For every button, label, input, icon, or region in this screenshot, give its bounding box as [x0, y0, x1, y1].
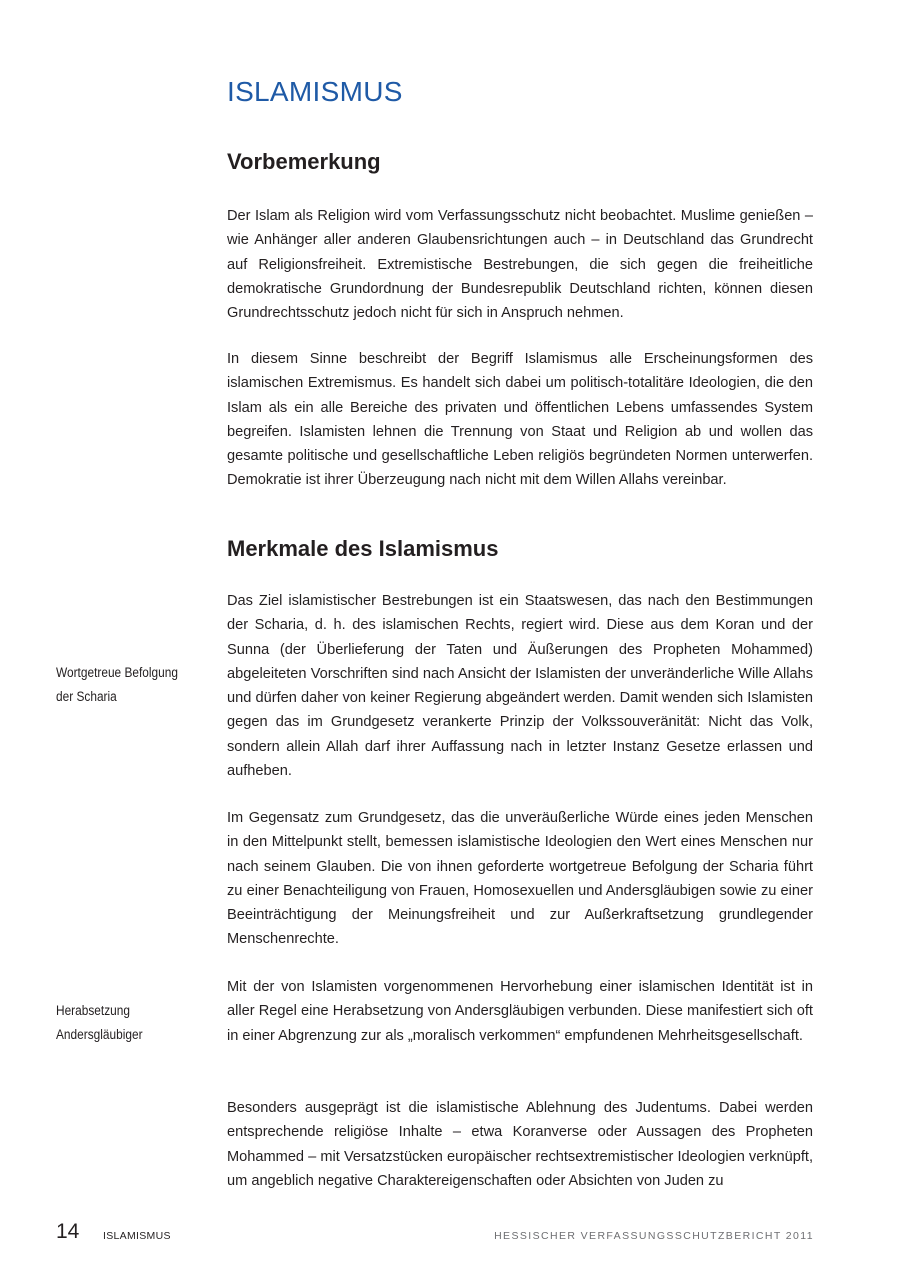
paragraph-3: Das Ziel islamistischer Bestrebungen ist ein Staatswesen, das nach den Bestimmungen der Scharia, d. h. des islamischen Rechts, regiert wird. Diese aus dem Koran und der Sunna (der Überlieferung der Taten und Äußerungen des Propheten Mohammed) abgeleiteten Vorschriften sind nach Ansicht der Islamisten der unveränderliche Wille Allahs und dürfen daher von keiner Regierung abgeändert werden. Damit wenden sich Islamisten gegen das im Grundgesetz verankerte Prinzip der Volkssouveränität: Nicht das Volk, sondern allein Allah darf ihrer Auffassung nach in letzter Instanz Gesetze erlassen und aufheben. — [227, 593, 813, 780]
margin-note-herabsetzung — [56, 999, 188, 1047]
paragraph-4: Im Gegensatz zum Grundgesetz, das die unveräußerliche Würde eines jeden Menschen in den Mittelpunkt stellt, bemessen islamistische Ideologien den Wert eines Menschen nur nach seinem Glauben. Die von ihnen geforderte wortgetreue Befolgung der Scharia führt zu einer Benachteiligung von Frauen, Homosexuellen und Andersgläubigen sowie zu einer Beeinträchtigung der Meinungsfreiheit und zur Außerkraftsetzung grundlegender Menschenrechte. — [227, 810, 813, 948]
heading-merkmale: Merkmale des Islamismus — [227, 536, 499, 561]
page-number: 14 — [56, 1220, 80, 1243]
paragraph-2: In diesem Sinne beschreibt der Begriff Islamismus alle Erscheinungsformen des islamischen Extremismus. Es handelt sich dabei um politisch-totalitäre Ideologien, die den Islam als ein alle Bereiche des privaten und öffentlichen Lebens umfassendes System begreifen. Islamisten lehnen die Trennung von Staat und Religion ab und wollen das gesamte politische und gesellschaftliche Leben religiös begründeten Normen unterwerfen. Demokratie ist ihrer Überzeugung nach nicht mit dem Willen Allahs vereinbar. — [227, 351, 813, 489]
paragraph-5: Mit der von Islamisten vorgenommenen Hervorhebung einer islamischen Identität ist in aller Regel eine Herabsetzung von Andersgläubigen verbunden. Diese manifestiert sich oft in einer Abgrenzung zur als „moralisch verkommen“ empfundenen Mehrheitsgesellschaft. — [227, 979, 813, 1044]
footer-report-title: HESSISCHER VERFASSUNGSSCHUTZBERICHT 2011 — [494, 1230, 814, 1242]
margin-note-line: Wortgetreue Befolgung — [56, 665, 178, 680]
section-title: ISLAMISMUS — [227, 76, 403, 107]
margin-note-line: der Scharia — [56, 689, 117, 704]
footer-section-label: ISLAMISMUS — [103, 1230, 171, 1242]
heading-vorbemerkung: Vorbemerkung — [227, 149, 381, 174]
paragraph-1: Der Islam als Religion wird vom Verfassungsschutz nicht beobachtet. Muslime genießen – wie Anhänger aller anderen Glaubensrichtungen auch – in Deutschland das Grundrecht auf Religionsfreiheit. Extremistische Bestrebungen, die sich gegen die freiheitliche demokratische Grundordnung der Bundesrepublik Deutschland richten, können diesen Grundrechtsschutz jedoch nicht für sich in Anspruch nehmen. — [227, 208, 813, 322]
margin-note-scharia — [56, 661, 188, 709]
margin-note-line: Andersgläubiger — [56, 1027, 143, 1042]
paragraph-6: Besonders ausgeprägt ist die islamistische Ablehnung des Judentums. Dabei werden entsprechende religiöse Inhalte – etwa Koranverse oder Aussagen des Propheten Mohammed – mit Versatzstücken europäischer rechtsextremistischer Ideologien verknüpft, um angeblich negative Charaktereigenschaften oder Absichten von Juden zu — [227, 1100, 813, 1189]
margin-note-line: Herabsetzung — [56, 1003, 130, 1018]
